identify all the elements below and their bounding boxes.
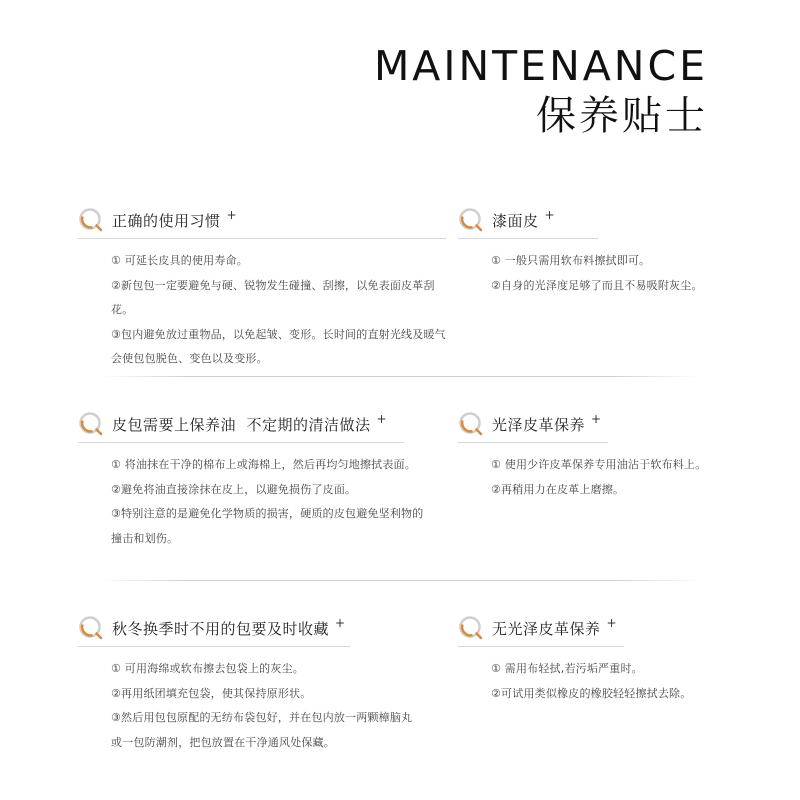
section-glossy-leather	[458, 410, 707, 502]
section-title: 无光泽皮革保养	[492, 619, 601, 638]
section-items	[78, 453, 491, 551]
list-item: ②新包包一定要避免与硬、锐物发生碰撞、刮擦，以免表面皮革刮花。	[111, 278, 435, 316]
plus-icon: +	[591, 412, 602, 426]
magnifier-ring-icon	[78, 615, 104, 641]
list-item: ②再用纸团填充包袋，使其保持原形状。	[111, 686, 312, 700]
magnifier-ring-icon	[458, 615, 484, 641]
section-title: 光泽皮革保养	[492, 415, 586, 434]
list-item: ① 可用海绵或软布擦去包袋上的灰尘。	[111, 662, 304, 675]
list-item: ① 可延长皮具的使用寿命。	[111, 254, 248, 267]
divider	[100, 580, 700, 581]
list-item: ③包内避免放过重物品，以免起皱、变形。长时间的直射光线及暖气	[111, 327, 446, 341]
section-seasonal-storage	[78, 614, 413, 755]
section-title: 秋冬换季时不用的包要及时收藏	[112, 619, 330, 638]
list-item: ②可试用类似橡皮的橡胶轻轻擦拭去除。	[491, 686, 692, 700]
list-item: ②再稍用力在皮革上磨擦。	[491, 482, 625, 496]
list-item: ②避免将油直接涂抹在皮上，以避免损伤了皮面。	[111, 482, 357, 496]
magnifier-ring-icon	[78, 411, 104, 437]
title-chinese: 保养贴士	[536, 93, 708, 139]
section-items	[78, 657, 491, 755]
plus-icon: +	[606, 616, 617, 630]
section-header	[458, 206, 598, 239]
title-english: MAINTENANCE	[373, 42, 708, 90]
section-header	[458, 410, 608, 443]
section-header	[458, 614, 624, 647]
section-items	[458, 249, 791, 298]
section-title: 皮包需要上保养油 不定期的清洁做法	[112, 415, 371, 434]
magnifier-ring-icon	[78, 207, 104, 233]
page-header	[374, 40, 708, 142]
plus-icon: +	[226, 208, 237, 222]
section-title: 漆面皮	[492, 211, 539, 230]
divider	[100, 376, 700, 377]
plus-icon: +	[335, 616, 346, 630]
list-item: 撞击和划伤。	[111, 531, 179, 545]
section-header	[78, 410, 404, 443]
list-item: ① 一般只需用软布料擦拭即可。	[491, 254, 651, 267]
magnifier-ring-icon	[458, 411, 484, 437]
section-patent-leather	[458, 206, 703, 298]
list-item: 会使包包脱色、变色以及变形。	[111, 352, 268, 365]
plus-icon: +	[376, 412, 387, 426]
section-items	[458, 453, 791, 502]
list-item: 或一包防潮剂，把包放置在干净通风处保藏。	[111, 735, 335, 749]
list-item: ③特别注意的是避免化学物质的损害，硬质的皮包避免坚利物的	[111, 507, 424, 520]
plus-icon: +	[544, 208, 555, 222]
section-header	[78, 614, 350, 647]
section-oil-cleaning	[78, 410, 424, 551]
list-item: ① 将油抹在干净的棉布上或海棉上，然后再均匀地擦拭表面。	[111, 458, 416, 471]
section-usage-habits	[78, 206, 446, 372]
magnifier-ring-icon	[458, 207, 484, 233]
list-item: ②自身的光泽度足够了而且不易吸附灰尘。	[491, 278, 703, 292]
list-item: ③然后用包包原配的无纺布袋包好，并在包内放一两颗樟脑丸	[111, 711, 413, 724]
section-header	[78, 206, 446, 239]
section-items	[78, 249, 446, 372]
section-items	[458, 657, 791, 706]
section-title: 正确的使用习惯	[112, 211, 221, 230]
section-matte-leather	[458, 614, 692, 706]
list-item: ① 使用少许皮革保养专用油沾于软布料上。	[491, 458, 707, 471]
list-item: ① 需用布轻拭,若污垢严重时。	[491, 662, 643, 675]
